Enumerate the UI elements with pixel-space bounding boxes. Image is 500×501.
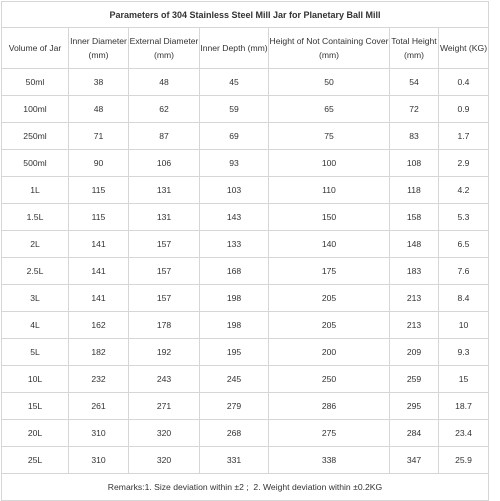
cell-height-no-cover: 275 bbox=[269, 420, 390, 447]
header-text: Volume of Jar bbox=[8, 43, 62, 53]
cell-external-diameter: 178 bbox=[129, 312, 200, 339]
remarks-text: Remarks:1. Size deviation within ±2 ; 2. Weight deviation within ±0.2KG bbox=[2, 474, 489, 501]
spec-table-container bbox=[1, 1, 488, 492]
cell-volume: 3L bbox=[2, 285, 69, 312]
header-text: (mm) bbox=[318, 50, 340, 60]
header-volume bbox=[2, 28, 69, 69]
cell-height-no-cover: 65 bbox=[269, 96, 390, 123]
cell-inner-diameter: 141 bbox=[69, 285, 129, 312]
cell-external-diameter: 157 bbox=[129, 285, 200, 312]
cell-height-no-cover: 286 bbox=[269, 393, 390, 420]
cell-external-diameter: 243 bbox=[129, 366, 200, 393]
cell-inner-depth: 133 bbox=[200, 231, 269, 258]
cell-inner-diameter: 310 bbox=[69, 420, 129, 447]
cell-external-diameter: 192 bbox=[129, 339, 200, 366]
cell-inner-depth: 103 bbox=[200, 177, 269, 204]
cell-inner-diameter: 90 bbox=[69, 150, 129, 177]
header-text: Total Height bbox=[391, 36, 437, 46]
cell-inner-diameter: 115 bbox=[69, 177, 129, 204]
cell-total-height: 213 bbox=[390, 285, 439, 312]
cell-inner-depth: 245 bbox=[200, 366, 269, 393]
cell-inner-diameter: 310 bbox=[69, 447, 129, 474]
cell-inner-diameter: 141 bbox=[69, 258, 129, 285]
header-text: Inner Depth (mm) bbox=[200, 43, 268, 53]
cell-total-height: 72 bbox=[390, 96, 439, 123]
cell-inner-depth: 93 bbox=[200, 150, 269, 177]
header-text: (mm) bbox=[153, 50, 175, 60]
cell-volume: 50ml bbox=[2, 69, 69, 96]
cell-height-no-cover: 140 bbox=[269, 231, 390, 258]
cell-height-no-cover: 100 bbox=[269, 150, 390, 177]
parameters-table bbox=[1, 1, 489, 501]
table-row bbox=[2, 150, 489, 177]
table-row bbox=[2, 366, 489, 393]
cell-weight: 0.9 bbox=[439, 96, 489, 123]
cell-inner-depth: 143 bbox=[200, 204, 269, 231]
table-row bbox=[2, 204, 489, 231]
cell-height-no-cover: 175 bbox=[269, 258, 390, 285]
table-row bbox=[2, 420, 489, 447]
cell-weight: 23.4 bbox=[439, 420, 489, 447]
cell-weight: 2.9 bbox=[439, 150, 489, 177]
cell-external-diameter: 320 bbox=[129, 420, 200, 447]
cell-weight: 10 bbox=[439, 312, 489, 339]
cell-volume: 20L bbox=[2, 420, 69, 447]
table-row bbox=[2, 258, 489, 285]
cell-volume: 5L bbox=[2, 339, 69, 366]
cell-volume: 25L bbox=[2, 447, 69, 474]
cell-height-no-cover: 50 bbox=[269, 69, 390, 96]
cell-height-no-cover: 205 bbox=[269, 312, 390, 339]
remarks-row bbox=[2, 474, 489, 501]
cell-inner-depth: 198 bbox=[200, 285, 269, 312]
cell-external-diameter: 320 bbox=[129, 447, 200, 474]
header-row bbox=[2, 28, 489, 69]
header-weight bbox=[439, 28, 489, 69]
table-row bbox=[2, 123, 489, 150]
cell-weight: 5.3 bbox=[439, 204, 489, 231]
cell-inner-diameter: 232 bbox=[69, 366, 129, 393]
header-inner-diameter bbox=[69, 28, 129, 69]
header-text: Weight (KG) bbox=[439, 43, 488, 53]
cell-inner-diameter: 71 bbox=[69, 123, 129, 150]
cell-height-no-cover: 75 bbox=[269, 123, 390, 150]
cell-total-height: 209 bbox=[390, 339, 439, 366]
cell-weight: 8.4 bbox=[439, 285, 489, 312]
cell-inner-depth: 45 bbox=[200, 69, 269, 96]
cell-external-diameter: 271 bbox=[129, 393, 200, 420]
cell-weight: 0.4 bbox=[439, 69, 489, 96]
cell-total-height: 108 bbox=[390, 150, 439, 177]
cell-inner-depth: 168 bbox=[200, 258, 269, 285]
header-text: (mm) bbox=[88, 50, 109, 60]
header-inner-depth bbox=[200, 28, 269, 69]
cell-volume: 250ml bbox=[2, 123, 69, 150]
cell-volume: 2L bbox=[2, 231, 69, 258]
cell-weight: 4.2 bbox=[439, 177, 489, 204]
header-text: (mm) bbox=[403, 50, 425, 60]
cell-total-height: 83 bbox=[390, 123, 439, 150]
cell-total-height: 118 bbox=[390, 177, 439, 204]
table-row bbox=[2, 285, 489, 312]
cell-external-diameter: 131 bbox=[129, 177, 200, 204]
cell-weight: 1.7 bbox=[439, 123, 489, 150]
table-row bbox=[2, 447, 489, 474]
cell-inner-depth: 195 bbox=[200, 339, 269, 366]
header-text: Height of Not Containing Cover bbox=[269, 36, 389, 46]
table-title: Parameters of 304 Stainless Steel Mill Jar for Planetary Ball Mill bbox=[2, 2, 489, 28]
table-row bbox=[2, 393, 489, 420]
header-total-height bbox=[390, 28, 439, 69]
header-text: Inner Diameter bbox=[70, 36, 127, 46]
cell-external-diameter: 157 bbox=[129, 231, 200, 258]
cell-volume: 2.5L bbox=[2, 258, 69, 285]
cell-weight: 9.3 bbox=[439, 339, 489, 366]
table-row bbox=[2, 231, 489, 258]
cell-inner-depth: 268 bbox=[200, 420, 269, 447]
cell-volume: 1L bbox=[2, 177, 69, 204]
cell-height-no-cover: 200 bbox=[269, 339, 390, 366]
cell-volume: 500ml bbox=[2, 150, 69, 177]
cell-inner-diameter: 38 bbox=[69, 69, 129, 96]
cell-inner-depth: 69 bbox=[200, 123, 269, 150]
cell-inner-diameter: 182 bbox=[69, 339, 129, 366]
table-row bbox=[2, 339, 489, 366]
cell-weight: 15 bbox=[439, 366, 489, 393]
table-title-row bbox=[2, 2, 489, 28]
cell-weight: 25.9 bbox=[439, 447, 489, 474]
cell-volume: 15L bbox=[2, 393, 69, 420]
cell-inner-depth: 279 bbox=[200, 393, 269, 420]
cell-external-diameter: 62 bbox=[129, 96, 200, 123]
cell-external-diameter: 157 bbox=[129, 258, 200, 285]
cell-height-no-cover: 205 bbox=[269, 285, 390, 312]
cell-volume: 4L bbox=[2, 312, 69, 339]
cell-total-height: 295 bbox=[390, 393, 439, 420]
cell-volume: 1.5L bbox=[2, 204, 69, 231]
cell-total-height: 347 bbox=[390, 447, 439, 474]
cell-volume: 100ml bbox=[2, 96, 69, 123]
cell-total-height: 183 bbox=[390, 258, 439, 285]
cell-total-height: 213 bbox=[390, 312, 439, 339]
cell-external-diameter: 106 bbox=[129, 150, 200, 177]
cell-inner-diameter: 115 bbox=[69, 204, 129, 231]
cell-weight: 18.7 bbox=[439, 393, 489, 420]
cell-inner-depth: 59 bbox=[200, 96, 269, 123]
cell-inner-depth: 198 bbox=[200, 312, 269, 339]
cell-volume: 10L bbox=[2, 366, 69, 393]
cell-total-height: 158 bbox=[390, 204, 439, 231]
table-row bbox=[2, 69, 489, 96]
cell-external-diameter: 87 bbox=[129, 123, 200, 150]
cell-weight: 7.6 bbox=[439, 258, 489, 285]
table-row bbox=[2, 177, 489, 204]
cell-inner-diameter: 162 bbox=[69, 312, 129, 339]
cell-inner-diameter: 48 bbox=[69, 96, 129, 123]
cell-height-no-cover: 338 bbox=[269, 447, 390, 474]
cell-external-diameter: 131 bbox=[129, 204, 200, 231]
header-text: External Diameter bbox=[129, 36, 199, 46]
cell-height-no-cover: 150 bbox=[269, 204, 390, 231]
cell-total-height: 54 bbox=[390, 69, 439, 96]
cell-total-height: 148 bbox=[390, 231, 439, 258]
table-row bbox=[2, 96, 489, 123]
cell-external-diameter: 48 bbox=[129, 69, 200, 96]
cell-height-no-cover: 250 bbox=[269, 366, 390, 393]
cell-total-height: 259 bbox=[390, 366, 439, 393]
cell-total-height: 284 bbox=[390, 420, 439, 447]
cell-weight: 6.5 bbox=[439, 231, 489, 258]
table-row bbox=[2, 312, 489, 339]
header-external-diameter bbox=[129, 28, 200, 69]
cell-inner-diameter: 261 bbox=[69, 393, 129, 420]
cell-height-no-cover: 110 bbox=[269, 177, 390, 204]
cell-inner-diameter: 141 bbox=[69, 231, 129, 258]
cell-inner-depth: 331 bbox=[200, 447, 269, 474]
header-height-no-cover bbox=[269, 28, 390, 69]
